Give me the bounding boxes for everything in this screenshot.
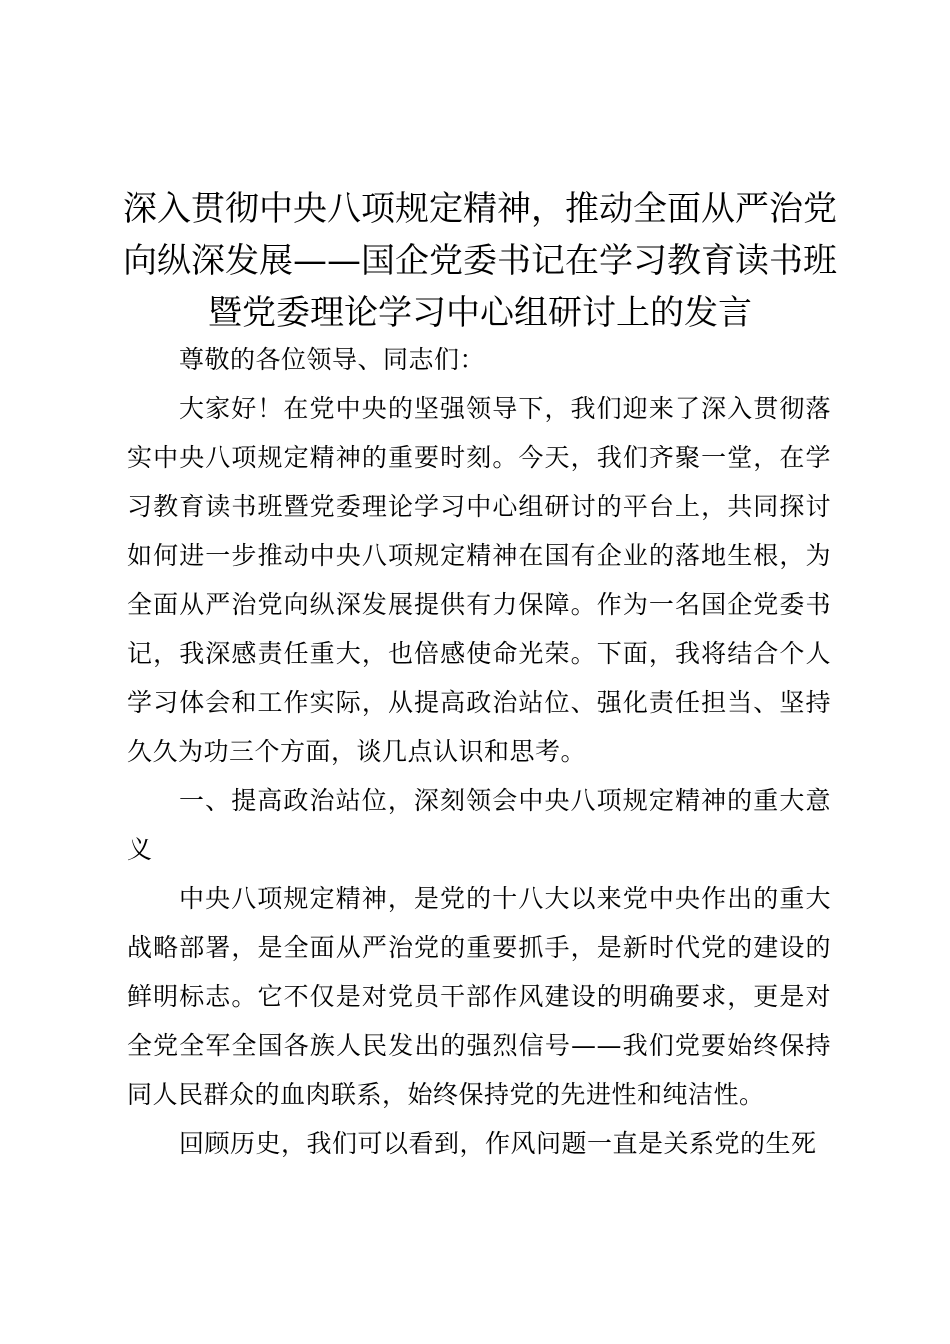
paragraph-significance: 中央八项规定精神，是党的十八大以来党中央作出的重大战略部署，是全面从严治党的重要抓手，是新时代党的建设的鲜明标志。它不仅是对党员干部作风建设的明确要求，更是对全党全军全国各族人民发出的强烈信号——我们党要始终保持同人民群众的血肉联系，始终保持党的先进性和纯洁性。 [127,884,831,1109]
document-body [127,335,831,1168]
paragraph-opening: 大家好！在党中央的坚强领导下，我们迎来了深入贯彻落实中央八项规定精神的重要时刻。今天，我们齐聚一堂，在学习教育读书班暨党委理论学习中心组研讨的平台上，共同探讨如何进一步推动中央八项规定精神在国有企业的落地生根，为全面从严治党向纵深发展提供有力保障。作为一名国企党委书记，我深感责任重大，也倍感使命光荣。下面，我将结合个人学习体会和工作实际，从提高政治站位、强化责任担当、坚持久久为功三个方面，谈几点认识和思考。 [127,394,831,766]
section-heading-1: 一、提高政治站位，深刻领会中央八项规定精神的重大意义 [127,786,831,864]
salutation: 尊敬的各位领导、同志们： [179,345,486,374]
document-title: 深入贯彻中央八项规定精神，推动全面从严治党向纵深发展——国企党委书记在学习教育读书班暨党委理论学习中心组研讨上的发言 [123,189,837,333]
paragraph-history: 回顾历史，我们可以看到，作风问题一直是关系党的生死 [179,1129,817,1158]
